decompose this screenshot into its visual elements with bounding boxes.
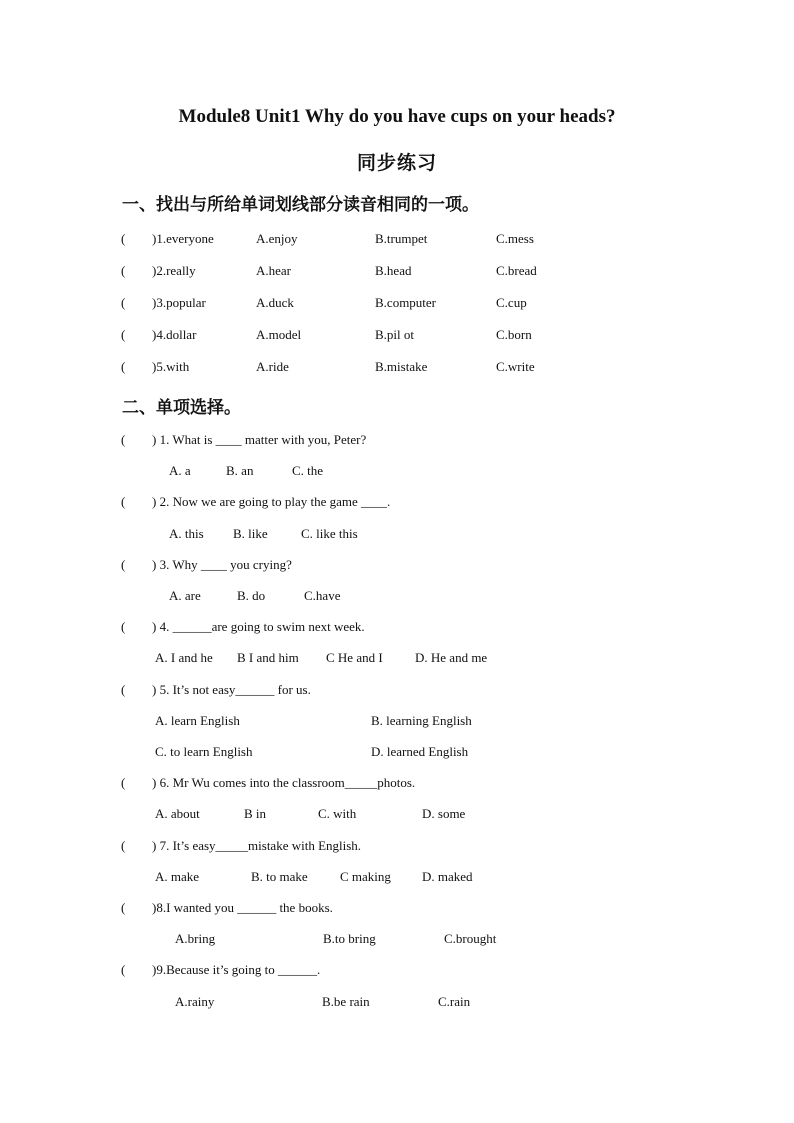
option-a: A.enjoy	[256, 231, 298, 246]
question-text: ) 1. What is ____ matter with you, Peter?	[152, 432, 367, 447]
option-b: B.mistake	[375, 359, 428, 374]
section-2-heading: 二、单项选择。	[122, 398, 241, 417]
answer-paren: (	[121, 327, 126, 342]
option: B. learning English	[371, 713, 472, 728]
option: D. maked	[422, 869, 473, 884]
question-text: )8.I wanted you ______ the books.	[152, 900, 333, 915]
item-word: )1.everyone	[152, 231, 214, 246]
answer-paren: (	[121, 962, 126, 977]
option: C. with	[318, 806, 357, 821]
item-word: )2.really	[152, 263, 196, 278]
option: A. a	[169, 463, 191, 478]
question-text: ) 4. ______are going to swim next week.	[152, 619, 365, 634]
option: C. the	[292, 463, 324, 478]
option: C.rain	[438, 994, 471, 1009]
option: A. make	[155, 869, 200, 884]
answer-paren: (	[121, 432, 126, 447]
option: D. He and me	[415, 650, 488, 665]
option: A. about	[155, 806, 200, 821]
question-text: ) 5. It’s not easy______ for us.	[152, 682, 311, 697]
option: A.bring	[175, 931, 216, 946]
option: B in	[244, 806, 267, 821]
option-c: C.bread	[496, 263, 537, 278]
option-c: C.born	[496, 327, 532, 342]
option: B. to make	[251, 869, 308, 884]
option: B.to bring	[323, 931, 376, 946]
option-a: A.ride	[256, 359, 289, 374]
answer-paren: (	[121, 295, 126, 310]
option-b: B.head	[375, 263, 412, 278]
option-a: A.duck	[256, 295, 294, 310]
option: B. do	[237, 588, 266, 603]
answer-paren: (	[121, 359, 126, 374]
item-word: )3.popular	[152, 295, 206, 310]
question-text: ) 6. Mr Wu comes into the classroom_____photos.	[152, 775, 416, 790]
option: B. an	[226, 463, 254, 478]
question-text: )9.Because it’s going to ______.	[152, 962, 321, 977]
option-b: B.pil ot	[375, 327, 415, 342]
option-a: A.hear	[256, 263, 292, 278]
option-a: A.model	[256, 327, 302, 342]
option: A. this	[169, 526, 204, 541]
option-c: C.mess	[496, 231, 534, 246]
option: C.brought	[444, 931, 497, 946]
option: C He and I	[326, 650, 383, 665]
page-subtitle: 同步练习	[356, 153, 437, 174]
option: D. learned English	[371, 744, 469, 759]
answer-paren: (	[121, 263, 126, 278]
option: A. are	[169, 588, 201, 603]
question-text: ) 7. It’s easy_____mistake with English.	[152, 838, 362, 853]
option: B I and him	[237, 650, 299, 665]
option: C.have	[304, 588, 341, 603]
answer-paren: (	[121, 682, 126, 697]
question-text: ) 3. Why ____ you crying?	[152, 557, 292, 572]
section-1-heading: 一、找出与所给单词划线部分读音相同的一项。	[122, 195, 479, 214]
question-text: ) 2. Now we are going to play the game ____.	[152, 494, 391, 509]
option-b: B.trumpet	[375, 231, 428, 246]
answer-paren: (	[121, 838, 126, 853]
answer-paren: (	[121, 900, 126, 915]
option: C making	[340, 869, 391, 884]
option-c: C.write	[496, 359, 535, 374]
answer-paren: (	[121, 557, 126, 572]
option-b: B.computer	[375, 295, 437, 310]
item-word: )4.dollar	[152, 327, 197, 342]
answer-paren: (	[121, 494, 126, 509]
answer-paren: (	[121, 619, 126, 634]
answer-paren: (	[121, 775, 126, 790]
option: C. to learn English	[155, 744, 253, 759]
option-c: C.cup	[496, 295, 527, 310]
answer-paren: (	[121, 231, 126, 246]
page-title: Module8 Unit1 Why do you have cups on your heads?	[178, 106, 616, 127]
option: B.be rain	[322, 994, 370, 1009]
option: C. like this	[301, 526, 358, 541]
option: D. some	[422, 806, 466, 821]
item-word: )5.with	[152, 359, 190, 374]
option: A.rainy	[175, 994, 215, 1009]
option: A. I and he	[155, 650, 213, 665]
option: B. like	[233, 526, 268, 541]
option: A. learn English	[155, 713, 240, 728]
